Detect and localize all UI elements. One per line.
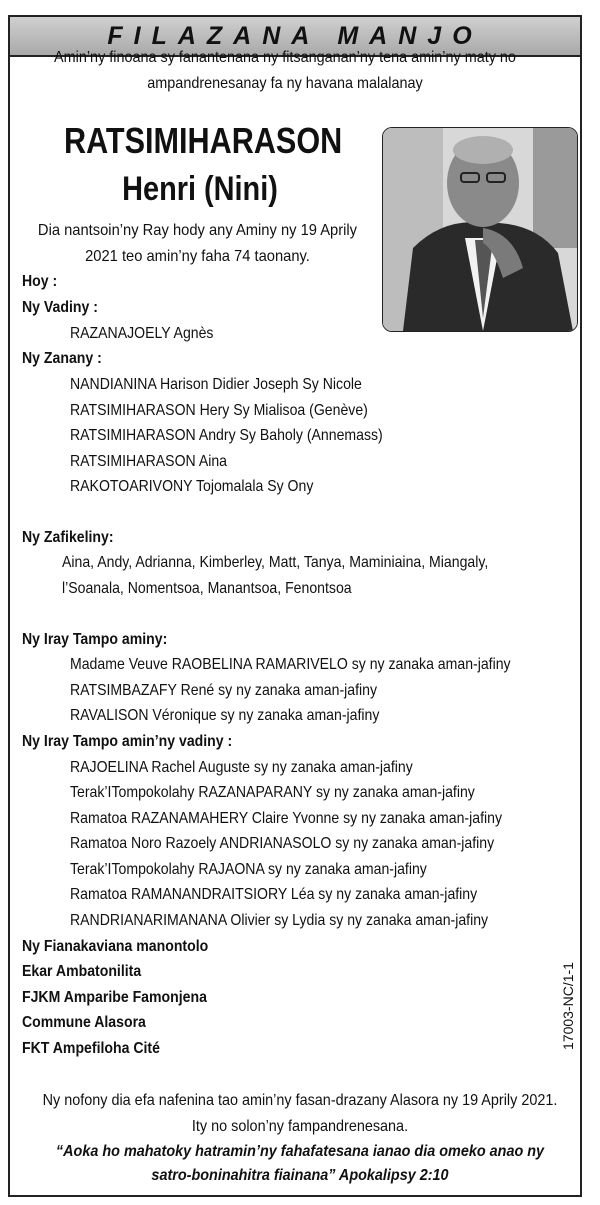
intro-line: ampandrenesanay fa ny havana malalanay bbox=[147, 75, 423, 92]
portrait-photo bbox=[382, 127, 578, 332]
section-heading-tampo-aminy: Ny Iray Tampo aminy: bbox=[22, 631, 168, 648]
list-item: RAJOELINA Rachel Auguste sy ny zanaka aman-jafiny bbox=[70, 759, 413, 776]
organization-line: Ny Fianakaviana manontolo bbox=[22, 938, 209, 955]
list-item: RATSIMIHARASON Andry Sy Baholy (Annemass) bbox=[70, 427, 383, 444]
organization-line: Commune Alasora bbox=[22, 1014, 146, 1031]
list-item: RATSIMIHARASON Hery Sy Mialisoa (Genève) bbox=[70, 402, 368, 419]
list-item: Terak’ITompokolahy RAZANAPARANY sy ny zanaka aman-jafiny bbox=[70, 784, 475, 801]
organization-line: FKT Ampefiloha Cité bbox=[22, 1040, 160, 1057]
list-item: RATSIMBAZAFY René sy ny zanaka aman-jafiny bbox=[70, 682, 378, 699]
death-line: 2021 teo amin’ny faha 74 taonany. bbox=[85, 248, 310, 265]
section-heading-zanany: Ny Zanany : bbox=[22, 350, 102, 367]
death-notice bbox=[34, 218, 361, 270]
list-item: Terak’ITompokolahy RAJAONA sy ny zanaka aman-jafiny bbox=[70, 861, 427, 878]
list-item: RATSIMIHARASON Aina bbox=[70, 453, 228, 470]
list-item: Ramatoa RAZANAMAHERY Claire Yvonne sy ny zanaka aman-jafiny bbox=[70, 810, 502, 827]
deceased-surname: RATSIMIHARASON bbox=[64, 120, 343, 161]
list-item: RAVALISON Véronique sy ny zanaka aman-jafiny bbox=[70, 707, 380, 724]
list-item: RAKOTOARIVONY Tojomalala Sy Ony bbox=[70, 478, 314, 495]
deceased-firstname: Henri (Nini) bbox=[122, 170, 278, 208]
quote-line: satro-boninahitra fiainana” Apokalipsy 2:10 bbox=[151, 1167, 449, 1184]
closing-line: Ny nofony dia efa nafenina tao amin’ny fasan-drazany Alasora ny 19 Aprily 2021. bbox=[42, 1092, 558, 1109]
list-item: Ramatoa Noro Razoely ANDRIANASOLO sy ny zanaka aman-jafiny bbox=[70, 835, 495, 852]
organization-line: FJKM Amparibe Famonjena bbox=[22, 989, 207, 1006]
section-heading-zafikeliny: Ny Zafikeliny: bbox=[22, 529, 114, 546]
quote-line: “Aoka ho mahatoky hatramin’ny fahafatesana ianao dia omeko anao ny bbox=[55, 1143, 545, 1160]
bible-quote bbox=[30, 1140, 570, 1188]
organization-line: Ekar Ambatonilita bbox=[22, 963, 142, 980]
hoy-label: Hoy : bbox=[22, 273, 58, 290]
intro-line: Amin’ny finoana sy fanantenana ny fitsanganan’ny tena amin’ny maty no bbox=[54, 49, 516, 66]
list-item: RAZANAJOELY Agnès bbox=[70, 325, 214, 342]
closing-line: Ity no solon’ny fampandrenesana. bbox=[191, 1118, 409, 1135]
ad-reference-code: 17003-NC/1-1 bbox=[560, 962, 576, 1050]
section-heading-tampo-vadiny: Ny Iray Tampo amin’ny vadiny : bbox=[22, 733, 233, 750]
banner-title: FILAZANA MANJO bbox=[107, 21, 483, 50]
closing-text bbox=[30, 1088, 570, 1140]
intro-text bbox=[29, 45, 542, 97]
list-item: Ramatoa RAMANANDRAITSIORY Léa sy ny zanaka aman-jafiny bbox=[70, 886, 478, 903]
section-heading-vadiny: Ny Vadiny : bbox=[22, 299, 98, 316]
list-item: RANDRIANARIMANANA Olivier sy Lydia sy ny zanaka aman-jafiny bbox=[70, 912, 489, 929]
death-line: Dia nantsoin’ny Ray hody any Aminy ny 19 Aprily bbox=[37, 222, 358, 239]
list-item: Aina, Andy, Adrianna, Kimberley, Matt, Tanya, Maminiaina, Miangaly, bbox=[62, 554, 489, 571]
list-item: NANDIANINA Harison Didier Joseph Sy Nicole bbox=[70, 376, 362, 393]
list-item: Madame Veuve RAOBELINA RAMARIVELO sy ny zanaka aman-jafiny bbox=[70, 656, 511, 673]
list-item: l’Soanala, Nomentsoa, Manantsoa, Fenontsoa bbox=[62, 580, 352, 597]
